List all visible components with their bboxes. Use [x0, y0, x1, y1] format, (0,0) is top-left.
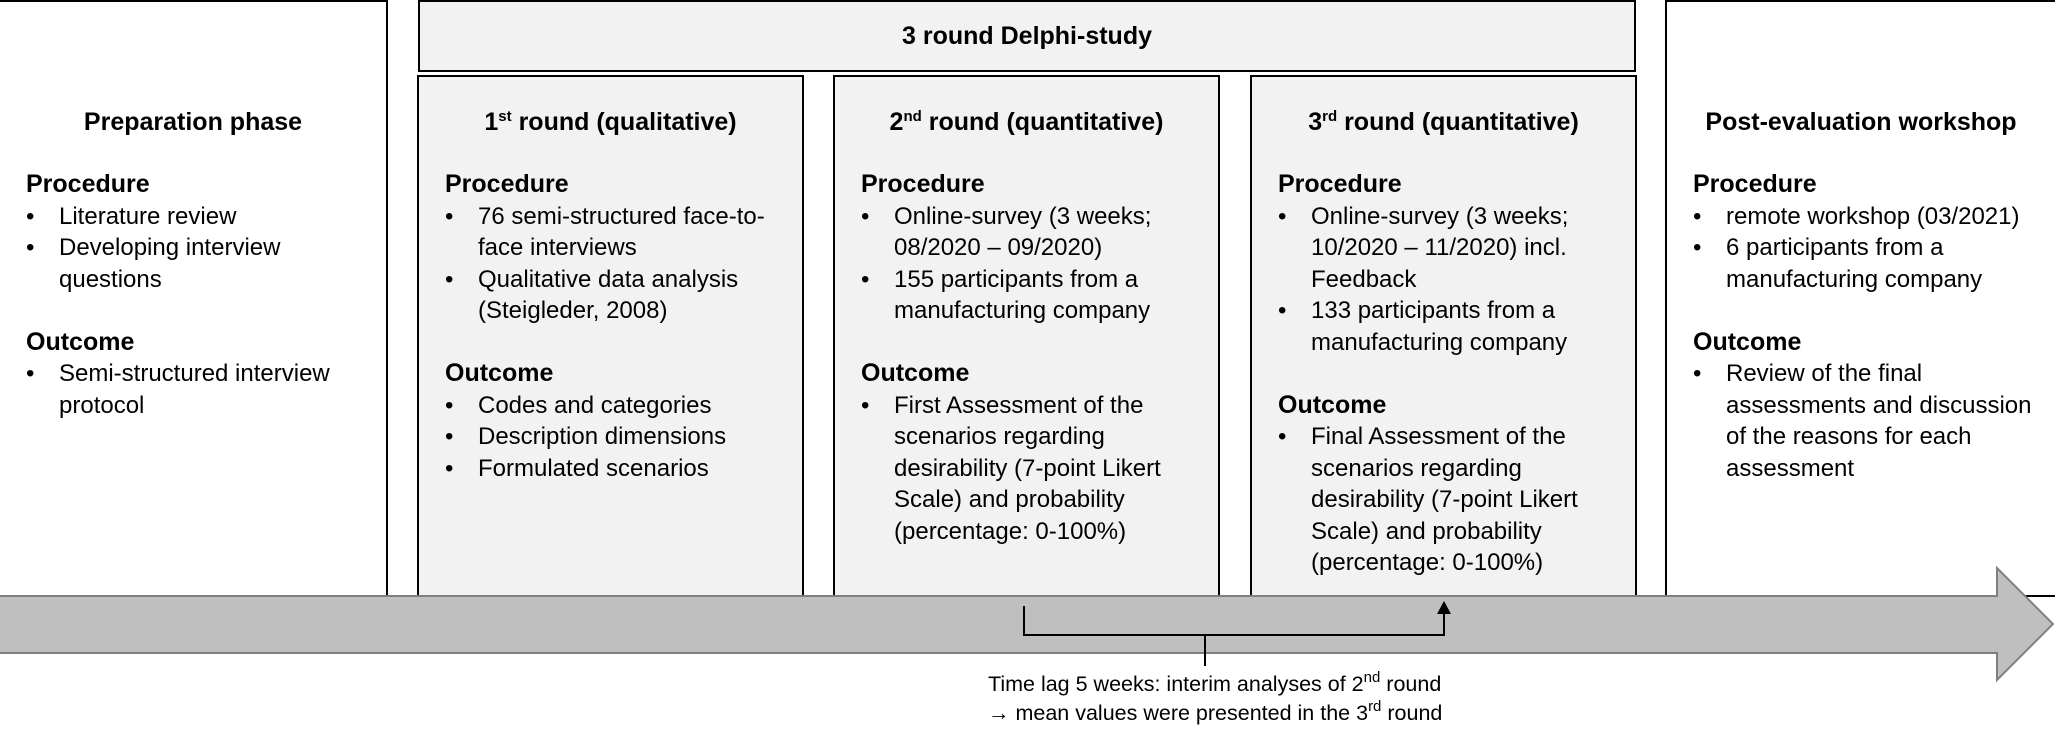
- post-evaluation-title: Post-evaluation workshop: [1705, 108, 2017, 136]
- outcome-item: • First Assessment of the scenarios regarding desirability (7-point Likert Scale) and probability (percentage: 0-100%): [861, 390, 1214, 548]
- time-lag-line-2-suffix: rd: [1368, 697, 1382, 715]
- procedure-heading: Procedure: [1693, 170, 1817, 198]
- procedure-item: • 76 semi-structured face-to-face interviews: [445, 201, 808, 264]
- time-lag-line-1-text: Time lag 5 weeks: interim analyses of 2: [988, 672, 1364, 696]
- procedure-item: • 133 participants from a manufacturing company: [1278, 295, 1641, 358]
- round-3-title-text: round (quantitative): [1337, 108, 1579, 136]
- time-lag-line-1: [988, 670, 1442, 699]
- round-2-box: [833, 75, 1220, 597]
- procedure-item: • Literature review: [26, 201, 378, 233]
- round-3-title-number: 3: [1308, 108, 1323, 136]
- procedure-heading: Procedure: [1278, 170, 1402, 198]
- preparation-phase-box: [0, 0, 388, 597]
- time-lag-line-2-text: → mean values were presented in the 3: [988, 700, 1369, 725]
- round-2-title: [835, 107, 1218, 138]
- round-1-box: [417, 75, 804, 597]
- time-lag-line-1-suffix: nd: [1363, 669, 1381, 686]
- time-lag-line-2: [988, 699, 1442, 728]
- procedure-heading: Procedure: [445, 170, 569, 198]
- outcome-item: • Codes and categories: [445, 390, 794, 422]
- round-1-title-number: 1: [484, 108, 499, 136]
- round-1-title-suffix: st: [498, 108, 512, 125]
- round-3-title-suffix: rd: [1322, 108, 1338, 125]
- outcome-item: • Description dimensions: [445, 421, 794, 453]
- procedure-item: • Online-survey (3 weeks; 08/2020 – 09/2020): [861, 201, 1214, 264]
- outcome-item: • Formulated scenarios: [445, 453, 794, 485]
- outcome-heading: Outcome: [861, 359, 970, 387]
- outcome-heading: Outcome: [1693, 327, 1802, 356]
- round-3-title: [1252, 107, 1635, 138]
- round-1-title: [419, 107, 802, 138]
- outcome-heading: Outcome: [445, 359, 554, 387]
- procedure-heading: Procedure: [26, 170, 150, 198]
- procedure-item: • 155 participants from a manufacturing company: [861, 264, 1224, 327]
- outcome-heading: Outcome: [26, 327, 135, 356]
- outcome-item: • Review of the final assessments and discussion of the reasons for each assessment: [1693, 358, 2046, 484]
- time-lag-line-1-end: round: [1380, 672, 1442, 696]
- round-2-title-text: round (quantitative): [921, 108, 1164, 136]
- timeline-arrow: [0, 566, 2055, 686]
- outcome-heading: Outcome: [1278, 390, 1387, 419]
- time-lag-line-2-end: round: [1381, 700, 1443, 725]
- procedure-item: • Qualitative data analysis (Steigleder, 2008): [445, 264, 808, 327]
- procedure-item: • Online-survey (3 weeks; 10/2020 – 11/2020) incl. Feedback: [1278, 201, 1631, 296]
- round-2-title-number: 2: [889, 108, 904, 136]
- procedure-heading: Procedure: [861, 170, 985, 198]
- procedure-item: • Developing interview questions: [26, 232, 359, 295]
- procedure-item: • remote workshop (03/2021): [1693, 201, 2026, 233]
- timeline-arrow-shape: [0, 568, 2053, 680]
- time-lag-annotation: [988, 670, 1442, 727]
- outcome-item: • Semi-structured interview protocol: [26, 358, 399, 421]
- outcome-item: • Final Assessment of the scenarios regarding desirability (7-point Likert Scale) and probability (percentage: 0-100%): [1278, 421, 1631, 579]
- procedure-item: • 6 participants from a manufacturing company: [1693, 232, 2055, 295]
- banner-title: 3 round Delphi-study: [902, 21, 1152, 50]
- round-1-title-text: round (qualitative): [511, 108, 737, 136]
- delphi-study-banner: [418, 0, 1636, 72]
- round-2-title-suffix: nd: [903, 108, 922, 125]
- post-evaluation-workshop-box: [1665, 0, 2055, 597]
- round-3-box: [1250, 75, 1637, 597]
- preparation-phase-title: Preparation phase: [83, 108, 303, 136]
